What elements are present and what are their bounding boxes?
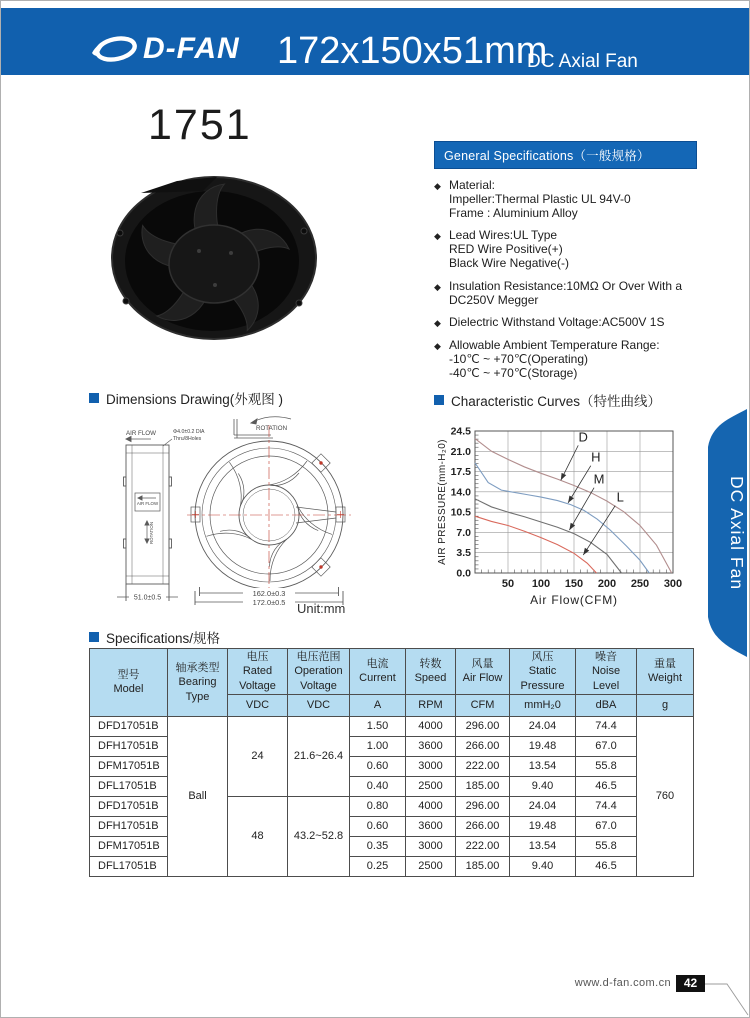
drawing-inner-rotation-label: ROTATION — [149, 521, 154, 545]
table-cell: DFD17051B — [90, 796, 168, 816]
general-spec-item — [434, 339, 697, 380]
table-cell: 0.80 — [350, 796, 406, 816]
general-specs-list — [434, 179, 697, 381]
table-cell: DFH17051B — [90, 736, 168, 756]
general-spec-line: -10℃ ~ +70℃(Operating) — [449, 351, 589, 366]
table-cell: 266.00 — [456, 816, 510, 836]
bolt-circle-dimension: 162.0±0.3 — [252, 588, 286, 598]
table-cell: 296.00 — [456, 716, 510, 736]
diamond-bullet-icon: ◆ — [434, 318, 441, 329]
table-cell: 46.5 — [576, 856, 637, 876]
x-axis-label: Air Flow(CFM) — [530, 593, 618, 607]
table-cell: 24.04 — [510, 796, 576, 816]
diamond-bullet-icon: ◆ — [434, 281, 441, 292]
y-tick-label: 17.5 — [450, 466, 471, 479]
y-tick-label: 0.0 — [456, 567, 471, 580]
table-cell: 13.54 — [510, 756, 576, 776]
table-cell: DFD17051B — [90, 716, 168, 736]
curve-label-D: D — [578, 429, 588, 445]
table-cell: 3600 — [406, 736, 456, 756]
table-cell: 296.00 — [456, 796, 510, 816]
x-tick-label: 150 — [564, 578, 584, 590]
section-bullet-icon — [434, 395, 444, 405]
curve-label-H: H — [591, 449, 601, 465]
table-cell: 3000 — [406, 836, 456, 856]
column-header: 电流 Current — [350, 649, 406, 695]
table-cell: Ball — [168, 716, 228, 876]
table-cell: 21.6~26.4 — [288, 716, 350, 796]
x-tick-label: 200 — [597, 578, 617, 590]
general-spec-line: ◆ Lead Wires:UL Type — [434, 228, 558, 243]
table-cell: 222.00 — [456, 756, 510, 776]
table-cell: 1.50 — [350, 716, 406, 736]
depth-dimension: 51.0±0.5 — [133, 594, 162, 602]
general-spec-item — [434, 316, 697, 330]
drawing-hole-note-2: Thru/8Holes — [173, 436, 202, 442]
general-spec-item — [434, 179, 697, 220]
section-bullet-icon — [89, 632, 99, 642]
table-cell: 19.48 — [510, 816, 576, 836]
characteristic-curves-chart — [435, 417, 683, 609]
table-cell: DFL17051B — [90, 856, 168, 876]
table-cell: 0.60 — [350, 816, 406, 836]
diamond-bullet-icon: ◆ — [434, 341, 441, 352]
general-spec-item — [434, 280, 697, 308]
brand-logo — [89, 32, 240, 66]
table-cell: 222.00 — [456, 836, 510, 856]
column-header: 型号 Model — [90, 649, 168, 717]
table-cell: 24 — [228, 716, 288, 796]
column-header: 风量 Air Flow — [456, 649, 510, 695]
curve-label-L: L — [616, 489, 624, 505]
x-tick-label: 50 — [501, 578, 515, 590]
diamond-bullet-icon: ◆ — [434, 181, 441, 191]
column-header: 风压 Static Pressure — [510, 649, 576, 695]
column-unit: RPM — [406, 694, 456, 716]
table-cell: 760 — [637, 716, 694, 876]
table-cell: 2500 — [406, 776, 456, 796]
general-spec-line: RED Wire Positive(+) — [449, 242, 563, 257]
drawing-airflow-label: AIR FLOW — [126, 430, 156, 437]
table-cell: DFH17051B — [90, 816, 168, 836]
curve-H — [475, 463, 649, 573]
column-header: 重量 Weight — [637, 649, 694, 695]
table-cell: 24.04 — [510, 716, 576, 736]
curve-L — [475, 516, 596, 573]
y-tick-label: 10.5 — [450, 506, 471, 519]
table-cell: 185.00 — [456, 776, 510, 796]
general-spec-line: ◆ Dielectric Withstand Voltage:AC500V 1S — [434, 315, 665, 330]
annotation-arrowhead — [561, 473, 566, 480]
table-cell: 55.8 — [576, 836, 637, 856]
general-spec-item — [434, 229, 697, 270]
dfan-logo-icon — [89, 32, 139, 66]
table-cell: 74.4 — [576, 796, 637, 816]
side-tab — [700, 409, 747, 657]
general-spec-line: ◆ Insulation Resistance:10MΩ Or Over With a — [434, 278, 683, 293]
general-spec-line: ◆ Allowable Ambient Temperature Range: — [434, 338, 660, 353]
column-header: 电压 Rated Voltage — [228, 649, 288, 695]
page-number-badge: 42 — [676, 975, 705, 992]
annotation-arrowhead — [583, 548, 589, 555]
table-cell: 2500 — [406, 856, 456, 876]
column-unit: g — [637, 694, 694, 716]
general-specs-header-bar: General Specifications（一般规格） — [434, 141, 697, 169]
table-cell: 67.0 — [576, 736, 637, 756]
table-cell: DFM17051B — [90, 756, 168, 776]
column-header: 轴承类型 Bearing Type — [168, 649, 228, 717]
column-unit: A — [350, 694, 406, 716]
table-cell: 0.25 — [350, 856, 406, 876]
table-cell: 3000 — [406, 756, 456, 776]
table-cell: DFL17051B — [90, 776, 168, 796]
table-cell: 46.5 — [576, 776, 637, 796]
y-tick-label: 3.5 — [456, 547, 471, 560]
column-unit: dBA — [576, 694, 637, 716]
annotation-arrowhead — [568, 496, 574, 503]
general-spec-line: -40℃ ~ +70℃(Storage) — [449, 365, 578, 380]
curve-label-M: M — [593, 471, 605, 487]
header-banner — [1, 8, 749, 75]
table-cell: 0.40 — [350, 776, 406, 796]
drawing-inner-airflow-label: AIR FLOW — [136, 501, 159, 506]
table-cell: 3600 — [406, 816, 456, 836]
dimensions-drawing — [93, 409, 438, 609]
general-spec-line: ◆ Material: — [434, 178, 496, 192]
table-cell: 0.35 — [350, 836, 406, 856]
table-cell: 185.00 — [456, 856, 510, 876]
column-unit: CFM — [456, 694, 510, 716]
x-tick-label: 250 — [630, 578, 650, 590]
fan-product-photo — [107, 171, 321, 349]
general-spec-line: DC250V Megger — [449, 292, 539, 307]
specifications-table — [89, 648, 694, 877]
y-tick-label: 14.0 — [450, 486, 471, 499]
table-cell: 48 — [228, 796, 288, 876]
unit-label: Unit:mm — [297, 601, 346, 616]
table-cell: 266.00 — [456, 736, 510, 756]
section-bullet-icon — [89, 393, 99, 403]
column-header: 噪音 Noise Level — [576, 649, 637, 695]
side-tab-label: DC Axial Fan — [727, 475, 747, 591]
y-tick-label: 21.0 — [450, 445, 471, 458]
table-cell: 1.00 — [350, 736, 406, 756]
outer-dimension: 172.0±0.5 — [252, 598, 286, 607]
curve-M — [475, 499, 622, 573]
table-cell: 43.2~52.8 — [288, 796, 350, 876]
drawing-hole-note-1: Φ4.0±0.2 DIA — [173, 429, 205, 435]
page-title: 172x150x51mm — [277, 30, 548, 72]
table-row — [90, 716, 694, 736]
table-cell: DFM17051B — [90, 836, 168, 856]
model-number: 1751 — [148, 101, 252, 149]
table-cell: 13.54 — [510, 836, 576, 856]
general-spec-line: Frame : Aluminium Alloy — [449, 205, 578, 220]
general-spec-line: Impeller:Thermal Plastic UL 94V-0 — [449, 191, 631, 206]
brand-name: D-FAN — [143, 32, 240, 65]
general-spec-line: Black Wire Negative(-) — [449, 255, 570, 270]
table-cell: 4000 — [406, 796, 456, 816]
footer-corner-line — [699, 971, 749, 1017]
column-header: 转数 Speed — [406, 649, 456, 695]
footer-website: www.d-fan.com.cn — [574, 977, 671, 989]
x-tick-label: 300 — [663, 578, 683, 590]
table-cell: 0.60 — [350, 756, 406, 776]
y-axis-label: AIR PRESSURE(mm-H₂0) — [437, 439, 448, 565]
table-cell: 67.0 — [576, 816, 637, 836]
table-cell: 74.4 — [576, 716, 637, 736]
diamond-bullet-icon: ◆ — [434, 231, 441, 242]
page-subtitle: DC Axial Fan — [527, 51, 638, 72]
column-header: 电压范围 Operation Voltage — [288, 649, 350, 695]
y-tick-label: 24.5 — [450, 425, 471, 438]
column-unit: VDC — [228, 694, 288, 716]
table-cell: 4000 — [406, 716, 456, 736]
x-tick-label: 100 — [531, 578, 551, 590]
table-cell: 9.40 — [510, 776, 576, 796]
table-cell: 9.40 — [510, 856, 576, 876]
specifications-section-heading: Specifications/规格 — [89, 627, 220, 647]
y-tick-label: 7.0 — [456, 526, 471, 539]
dimensions-section-heading: Dimensions Drawing(外观图 ) — [89, 388, 283, 408]
drawing-rotation-label: ROTATION — [256, 425, 288, 432]
column-unit: VDC — [288, 694, 350, 716]
column-unit: mmH₂0 — [510, 694, 576, 716]
curves-section-heading: Characteristic Curves（特性曲线） — [434, 390, 661, 410]
table-cell: 55.8 — [576, 756, 637, 776]
general-specifications-section — [434, 141, 697, 390]
table-cell: 19.48 — [510, 736, 576, 756]
